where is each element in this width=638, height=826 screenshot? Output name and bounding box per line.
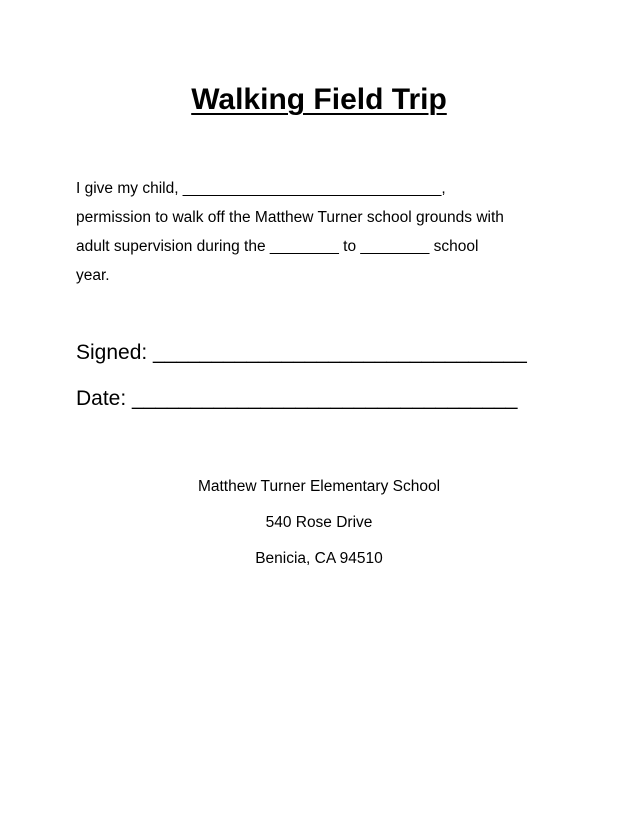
city-state-zip: Benicia, CA 94510 — [255, 550, 383, 567]
document-title: Walking Field Trip — [191, 83, 447, 116]
signed-line: Signed: ________________________________ — [76, 341, 527, 364]
paragraph-line: I give my child, ______________________________, — [76, 180, 446, 197]
paragraph-line: year. — [76, 267, 110, 284]
street-address: 540 Rose Drive — [265, 514, 373, 531]
paragraph-line: adult supervision during the ________ to ________ school — [76, 238, 479, 255]
date-line: Date: _________________________________ — [76, 387, 518, 410]
school-address — [0, 472, 638, 580]
paragraph-line: permission to walk off the Matthew Turner school grounds with — [76, 209, 504, 226]
permission-paragraph — [76, 174, 576, 290]
school-name: Matthew Turner Elementary School — [197, 478, 441, 495]
